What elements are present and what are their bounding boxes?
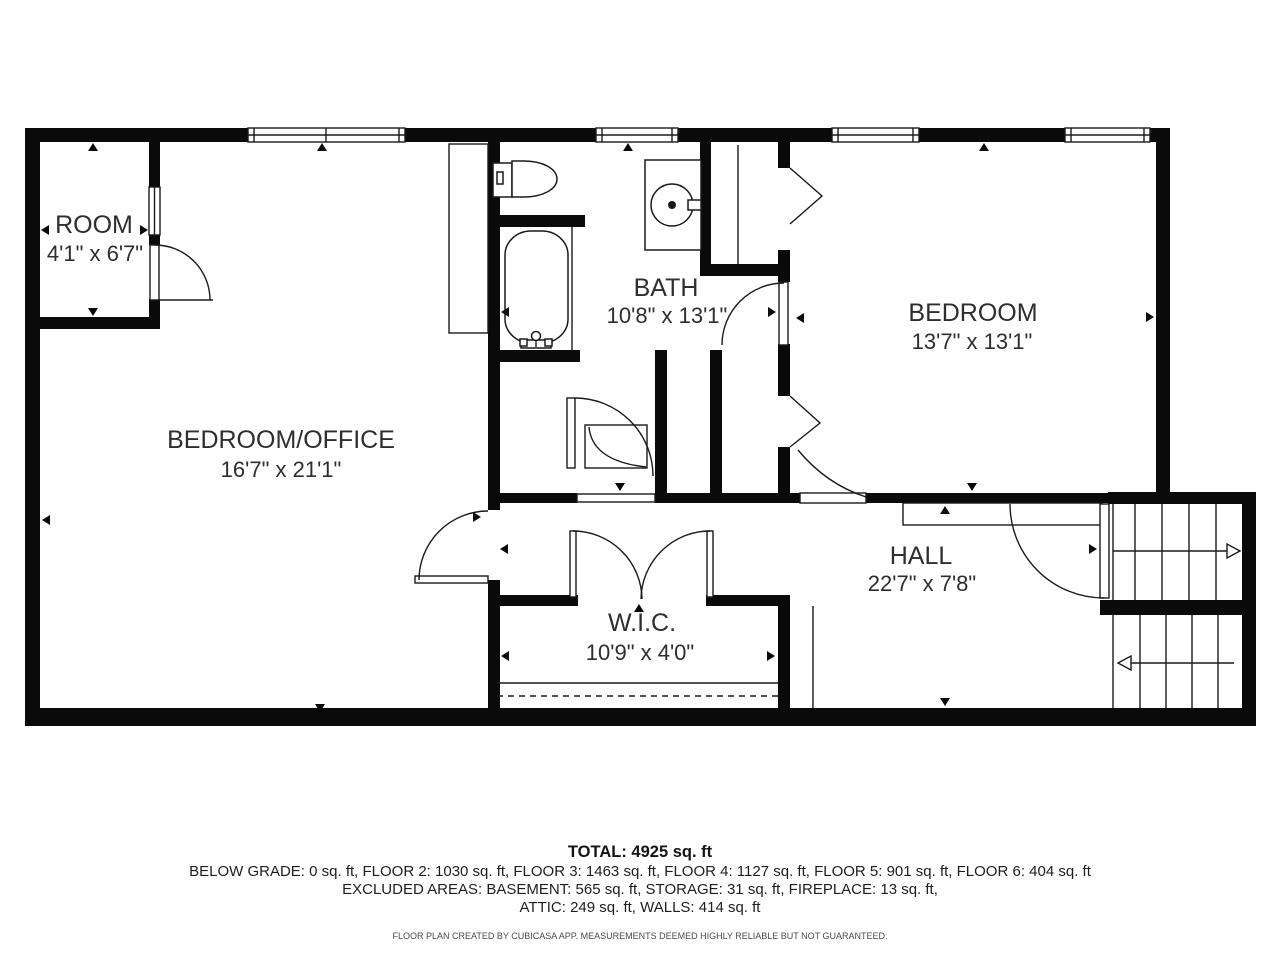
room-dims: 4'1" x 6'7"	[46, 241, 144, 266]
window-bedroom-east	[1065, 128, 1150, 142]
bath-tick-up	[623, 143, 633, 151]
window-bedroom-west	[832, 128, 919, 142]
wall-right	[1156, 128, 1170, 504]
bedroom-label: BEDROOM	[908, 299, 1038, 327]
footer-excluded: EXCLUDED AREAS: BASEMENT: 565 sq. ft, STORAGE: 31 sq. ft, FIREPLACE: 13 sq. ft,	[342, 881, 938, 898]
toilet-icon	[493, 161, 557, 197]
hall-north-wall-b	[655, 493, 800, 503]
wic-north-wall-right	[706, 595, 790, 606]
washer-icon	[645, 160, 701, 250]
room-wall-right-c	[149, 299, 160, 318]
room-wall-right-b	[149, 235, 160, 245]
stairs-down-arrow	[1118, 656, 1131, 670]
bedroom-tick-left	[796, 313, 804, 323]
wic-dims: 10'9" x 4'0"	[585, 640, 695, 665]
room-wall-right-a	[149, 142, 160, 187]
stairs-up-arrow	[1227, 544, 1240, 558]
stair-wall-right	[1242, 492, 1256, 726]
stair-wall-mid	[1100, 600, 1242, 615]
bath-door	[722, 282, 788, 345]
wic-double-door	[570, 531, 713, 599]
tub-south-wall	[488, 350, 580, 362]
footer-total: TOTAL: 4925 sq. ft	[567, 843, 713, 861]
toilet-nook-wall	[488, 215, 585, 227]
corridor-wall-b	[710, 350, 722, 503]
bedroom-tick-up	[979, 143, 989, 151]
bedroom-west-stub-b	[778, 250, 790, 282]
wic-tick-right	[767, 651, 775, 661]
hall-closet	[903, 503, 1102, 525]
room-label: ROOM	[55, 211, 133, 239]
hall-tick-right	[1089, 544, 1097, 554]
stairs-lower-flight	[1113, 615, 1234, 708]
bedroom-west-stub-a	[778, 142, 790, 168]
corridor-wall-a	[655, 350, 667, 503]
room-tick-up	[88, 143, 98, 151]
footer-floors: BELOW GRADE: 0 sq. ft, FLOOR 2: 1030 sq. ft, FLOOR 3: 1463 sq. ft, FLOOR 4: 1127 sq. ft, FLOOR 5: 901 sq. ft, FLOOR 6: 404 sq. ft	[189, 863, 1091, 880]
corridor-door	[567, 398, 655, 502]
office-tick-left	[42, 515, 50, 525]
footer-attic-walls: ATTIC: 249 sq. ft, WALLS: 414 sq. ft	[519, 899, 761, 916]
room-door	[150, 245, 213, 300]
bathtub-icon	[505, 231, 568, 348]
closet-nook-south-wall	[700, 264, 790, 276]
bedroom-tick-right	[1146, 312, 1154, 322]
bedroom-closet-chamfer	[790, 168, 822, 224]
room-tick-right	[140, 225, 148, 235]
builtin-cabinet	[449, 144, 488, 333]
hall-to-office-door	[415, 511, 488, 583]
wic-tick-left	[501, 651, 509, 661]
wic-east-wall	[778, 595, 790, 708]
hall-tick-left	[500, 544, 508, 554]
hall-tick-down	[940, 698, 950, 706]
bath-tick-down	[615, 483, 625, 491]
bath-label: BATH	[633, 274, 699, 302]
hall-north-wall-c	[866, 493, 1156, 503]
bedroom-dims: 13'7" x 13'1"	[911, 329, 1033, 354]
room-tick-left	[41, 225, 49, 235]
wic-label: W.I.C.	[607, 609, 677, 637]
hall-dims: 22'7" x 7'8"	[867, 571, 977, 596]
thin-features	[449, 144, 1102, 708]
office-tick-right	[473, 512, 481, 522]
bedroom-office-label: BEDROOM/OFFICE	[167, 426, 395, 454]
bedroom-west-stub-c	[778, 344, 790, 396]
bedroom-entry-chamfer	[790, 396, 820, 447]
footer-disclaimer: FLOOR PLAN CREATED BY CUBICASA APP. MEASUREMENTS DEEMED HIGHLY RELIABLE BUT NOT GUARANTEED.	[392, 931, 888, 941]
footer-summary	[189, 843, 1092, 941]
hall-north-wall-a	[488, 493, 577, 503]
wall-bottom	[25, 708, 1256, 726]
room-wall-bottom	[25, 317, 160, 329]
hall-label: HALL	[889, 542, 953, 570]
room-tick-down	[88, 308, 98, 316]
window-bedroom-office	[248, 128, 405, 142]
bedroom-tick-down	[967, 483, 977, 491]
bath-tick-right	[768, 307, 776, 317]
wic-north-wall-left	[488, 595, 578, 606]
wall-left	[25, 128, 40, 726]
office-tick-up	[317, 143, 327, 151]
bedroom-entry-door	[798, 450, 866, 503]
window-room	[149, 187, 160, 235]
bedroom-office-dims: 16'7" x 21'1"	[220, 457, 342, 482]
window-bath	[596, 128, 678, 142]
bath-dims: 10'8" x 13'1"	[606, 303, 728, 328]
stairs-upper-flight	[1113, 504, 1240, 600]
